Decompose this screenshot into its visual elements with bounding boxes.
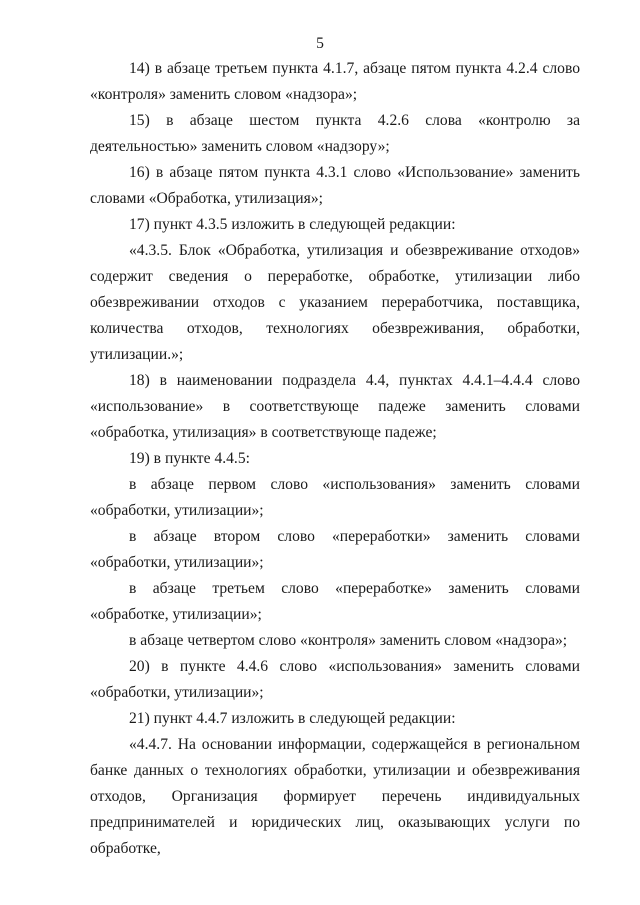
- paragraph-15: 15) в абзаце шестом пункта 4.2.6 слова «контролю за деятельностью» заменить словом «надзору»;: [90, 112, 580, 155]
- paragraph-16: 16) в абзаце пятом пункта 4.3.1 слово «Использование» заменить словами «Обработка, утилизация»;: [90, 164, 580, 207]
- paragraph-17: 17) пункт 4.3.5 изложить в следующей редакции:: [129, 216, 456, 233]
- paragraph-4-4-7-text: «4.4.7. На основании информации, содержащейся в региональном банке данных о технологиях обработки, утилизации и обезвреживания отходов, Организация формирует перечень индивидуальных предпринимателей и юридических лиц, оказывающих услуги по обработке,: [90, 736, 580, 857]
- page-number: 5: [316, 35, 324, 52]
- document-body: [90, 56, 580, 862]
- paragraph-14: 14) в абзаце третьем пункта 4.1.7, абзаце пятом пункта 4.2.4 слово «контроля» заменить словом «надзора»;: [90, 60, 580, 103]
- paragraph-19-second: в абзаце втором слово «переработки» заменить словами «обработки, утилизации»;: [90, 528, 580, 571]
- paragraph-19: 19) в пункте 4.4.5:: [129, 450, 250, 467]
- paragraph-19-third: в абзаце третьем слово «переработке» заменить словами «обработке, утилизации»;: [90, 580, 580, 623]
- paragraph-19-fourth: в абзаце четвертом слово «контроля» заменить словом «надзора»;: [129, 632, 568, 649]
- paragraph-19-first: в абзаце первом слово «использования» заменить словами «обработки, утилизации»;: [90, 476, 580, 519]
- paragraph-18: 18) в наименовании подраздела 4.4, пунктах 4.4.1–4.4.4 слово «использование» в соответствующе падеже заменить словами «обработка, утилизация» в соответствующе падеже;: [90, 372, 580, 441]
- paragraph-20: 20) в пункте 4.4.6 слово «использования» заменить словами «обработки, утилизации»;: [90, 658, 580, 701]
- paragraph-21: 21) пункт 4.4.7 изложить в следующей редакции:: [129, 710, 456, 727]
- paragraph-4-3-5-text: «4.3.5. Блок «Обработка, утилизация и обезвреживание отходов» содержит сведения о переработке, обработке, утилизации либо обезвреживании отходов с указанием переработчика, поставщика, количества отходов, технологиях обезвреживания, обработки, утилизации.»;: [90, 242, 580, 363]
